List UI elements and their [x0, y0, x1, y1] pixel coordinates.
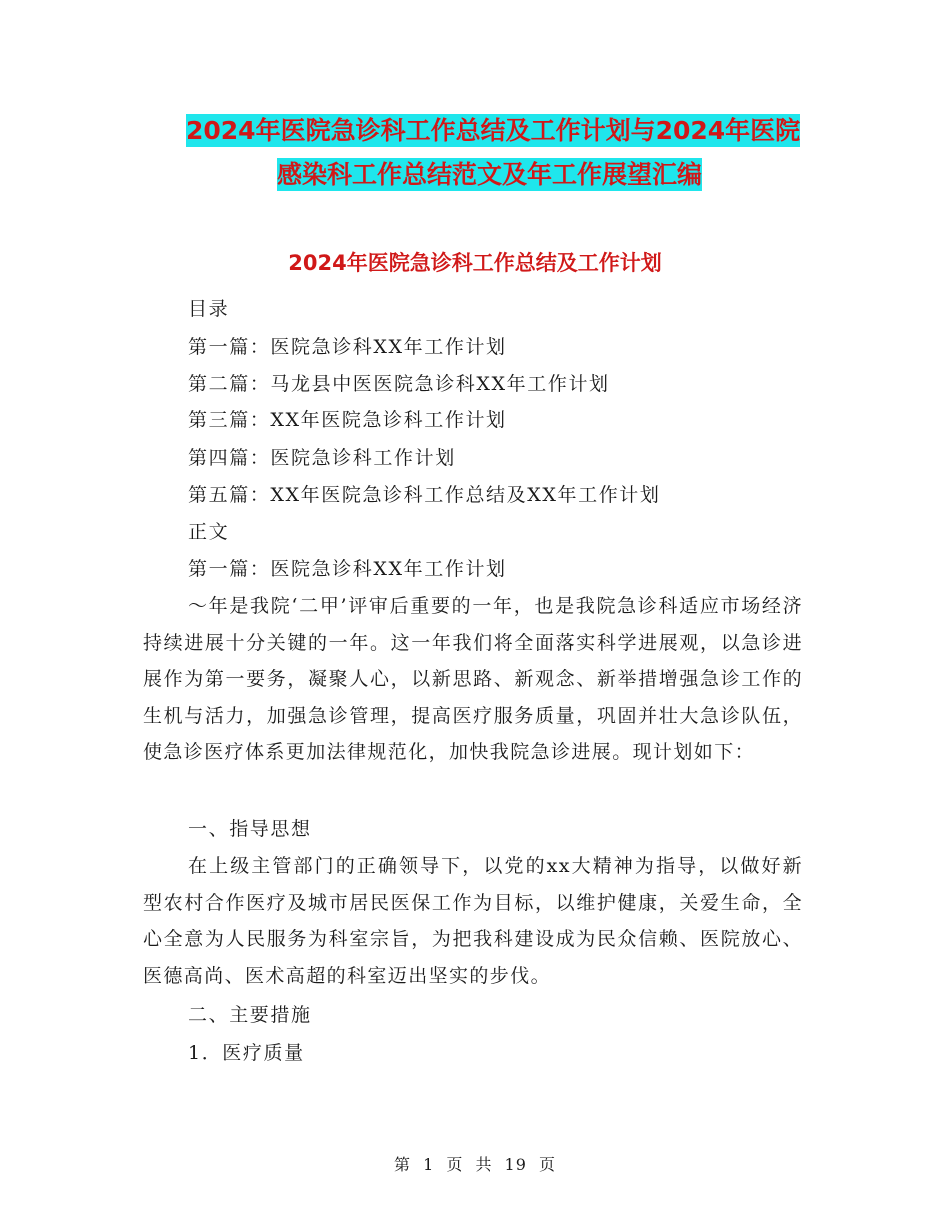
page-footer: 第 1 页 共 19 页: [394, 1155, 556, 1174]
section-1-heading: 一、指导思想: [188, 818, 312, 840]
paragraph-1: ～年是我院‘二甲’评审后重要的一年，也是我院急诊科适应市场经济持续进展十分关键的一年。这一年我们将全面落实科学进展观，以急诊进展作为第一要务，凝聚人心，以新思路、新观念、新举措增强急诊工作的生机与活力，加强急诊管理，提高医疗服务质量，巩固并壮大急诊队伍，使急诊医疗体系更加法律规范化，加快我院急诊进展。现计划如下：: [143, 595, 803, 763]
toc-item-2: 第二篇：马龙县中医医院急诊科XX年工作计划: [188, 373, 610, 395]
toc-heading: 目录: [188, 298, 230, 320]
part1-heading: 第一篇：医院急诊科XX年工作计划: [188, 558, 507, 580]
toc-item-4: 第四篇：医院急诊科工作计划: [188, 447, 456, 469]
item-1-heading: 1．医疗质量: [188, 1042, 305, 1064]
section-title: 2024年医院急诊科工作总结及工作计划: [288, 251, 662, 275]
main-title-line-2: [0, 161, 950, 189]
main-title-line-1: [0, 117, 950, 145]
body-heading: 正文: [188, 521, 230, 543]
toc-item-5: 第五篇：XX年医院急诊科工作总结及XX年工作计划: [188, 484, 661, 506]
main-title-line-2-text: 感染科工作总结范文及年工作展望汇编: [277, 160, 703, 189]
toc-item-1: 第一篇：医院急诊科XX年工作计划: [188, 336, 507, 358]
main-title-line-1-text: 2024年医院急诊科工作总结及工作计划与2024年医院: [186, 116, 801, 145]
toc-item-3: 第三篇：XX年医院急诊科工作计划: [188, 409, 507, 431]
section-2-heading: 二、主要措施: [188, 1004, 312, 1026]
paragraph-2: 在上级主管部门的正确领导下，以党的xx大精神为指导，以做好新型农村合作医疗及城市居民医保工作为目标，以维护健康，关爱生命，全心全意为人民服务为科室宗旨，为把我科建设成为民众信赖、医院放心、医德高尚、医术高超的科室迈出坚实的步伐。: [143, 855, 803, 987]
